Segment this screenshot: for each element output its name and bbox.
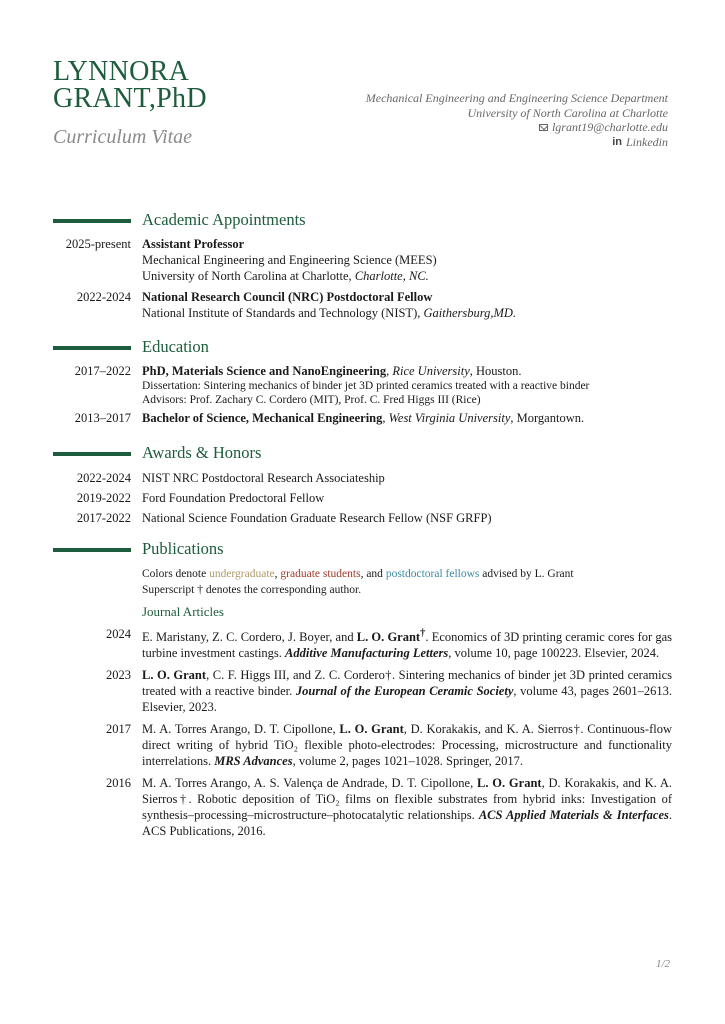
linkedin-link[interactable]: Linkedin (626, 134, 668, 149)
publication-entry (0, 721, 725, 769)
section-bar (53, 346, 131, 350)
appointment-entry (0, 236, 725, 284)
entry-place: Gaithersburg,MD. (423, 306, 517, 320)
entry-date: 2022-2024 (76, 290, 131, 304)
entry-date: 2019-2022 (76, 491, 131, 505)
legend-mid: , and (360, 568, 383, 580)
section-publications (0, 539, 725, 839)
entry-date: 2017–2022 (74, 364, 131, 378)
name-heading (53, 58, 207, 112)
pub-self-author: L. O. Grant (477, 776, 542, 791)
department: Mechanical Engineering and Engineering Science Department (365, 91, 668, 105)
award-entry (0, 490, 725, 506)
linkedin-icon: in (612, 135, 622, 148)
section-bar (53, 548, 131, 552)
award-text: National Science Foundation Graduate Research Fellow (NSF GRFP) (142, 511, 492, 525)
section-title: Awards & Honors (142, 443, 262, 462)
corresponding-note: Superscript † denotes the corresponding author. (142, 584, 362, 596)
section-title: Academic Appointments (142, 210, 306, 229)
linkedin-row[interactable] (366, 135, 668, 150)
pub-title: , D. Korakakis, and K. A. Sierros†. Robotic deposition of TiO₂ films on flexible substrates from hybrid inks: Investigation of synthesis–processing–microstructure–photocatalytic relationships. (142, 776, 672, 823)
award-entry (0, 510, 725, 526)
pub-dagger: † (420, 628, 426, 639)
pub-year: 2023 (106, 668, 131, 683)
section-awards (0, 443, 725, 526)
legend-undergraduate: undergraduate (209, 568, 275, 580)
award-entry (0, 470, 725, 486)
award-text: Ford Foundation Predoctoral Fellow (142, 491, 325, 505)
university: University of North Carolina at Charlotte (467, 105, 668, 120)
pub-details: . ACS Publications, 2016. (142, 808, 672, 839)
email-link[interactable]: lgrant19@charlotte.edu (551, 120, 668, 134)
pub-details: , volume 10, page 100223. Elsevier, 2024. (448, 646, 660, 661)
pub-details: , volume 43, pages 2601–2613. Elsevier, 2023. (142, 684, 672, 715)
publication-entry (0, 626, 725, 661)
education-entry: 2017–2022 PhD, Materials Science and NanoEngineering, Rice University, Houston. Dissertation: Sintering mechanics of binder jet 3D printed ceramics treated with a reactive binder Advisors: Prof. Zachary C. Cordero (MIT), Prof. C. Fred Higgs III (Rice) (0, 363, 725, 407)
entry-role: Assistant Professor (142, 237, 245, 251)
legend-graduate: graduate students (280, 568, 361, 580)
appointment-entry (0, 289, 725, 321)
pub-journal: Journal of the European Ceramic Society (295, 684, 514, 699)
pub-authors: M. A. Torres Arango, A. S. Valença de Andrade, D. T. Cipollone, (142, 776, 478, 791)
page-number: 1/2 (655, 958, 670, 970)
section-bar (53, 452, 131, 456)
entry-org: National Institute of Standards and Technology (NIST), (142, 306, 421, 320)
entry-school: Rice University (392, 364, 470, 378)
section-appointments (0, 210, 725, 321)
entry-dissertation: Dissertation: Sintering mechanics of binder jet 3D printed ceramics treated with a reactive binder (142, 380, 590, 392)
pub-authors: E. Maristany, Z. C. Cordero, J. Boyer, and (142, 630, 357, 645)
legend-postdoc: postdoctoral fellows (385, 568, 480, 580)
color-legend: Colors denote undergraduate, graduate students, and postdoctoral fellows advised by L. Grant (142, 568, 574, 580)
entry-org: University of North Carolina at Charlotte, (142, 269, 352, 283)
education-entry: 2013–2017 Bachelor of Science, Mechanical Engineering, West Virginia University, Morgantown. (74, 411, 585, 425)
pub-authors: M. A. Torres Arango, D. T. Cipollone, (142, 722, 340, 737)
contact-block (366, 91, 668, 149)
entry-city: Houston. (476, 364, 522, 378)
pub-details: , volume 2, pages 1021–1028. Springer, 2017. (292, 754, 523, 769)
legend-suffix: advised by L. Grant (482, 568, 574, 580)
legend-prefix: Colors denote (142, 568, 207, 580)
pub-title: , D. Korakakis, and K. A. Sierros†. Continuous-flow direct writing of hybrid TiO₂ flexible photo-electrodes: Processing, microstructure and functionality interrelations. (142, 722, 672, 769)
entry-degree: Bachelor of Science, Mechanical Engineering (142, 411, 383, 425)
pub-year: 2016 (106, 776, 131, 791)
entry-date: 2022-2024 (76, 471, 131, 485)
entry-advisors: Advisors: Prof. Zachary C. Cordero (MIT), Prof. C. Fred Higgs III (Rice) (142, 394, 481, 406)
entry-school: West Virginia University (388, 411, 511, 425)
entry-date: 2025-present (65, 237, 131, 251)
journal-articles-heading: Journal Articles (142, 604, 224, 619)
entry-place: Charlotte, NC. (354, 269, 429, 283)
section-education (0, 337, 725, 426)
entry-role: National Research Council (NRC) Postdoctoral Fellow (142, 290, 433, 304)
pub-title: , C. F. Higgs III, and Z. C. Cordero†. Sintering mechanics of binder jet 3D printed ceramics treated with a reactive binder. (142, 668, 672, 699)
cv-subtitle: Curriculum Vitae (53, 126, 193, 148)
pub-year: 2024 (106, 627, 131, 641)
email-row[interactable] (366, 120, 668, 135)
publication-entry (0, 775, 725, 839)
entry-date: 2017-2022 (76, 511, 131, 525)
pub-self-author: L. O. Grant (339, 722, 404, 737)
pub-journal: ACS Applied Materials & Interfaces (478, 808, 669, 823)
name-line-1: LYNNORA (53, 56, 190, 87)
entry-degree: PhD, Materials Science and NanoEngineering (142, 364, 387, 378)
pub-year: 2017 (106, 722, 131, 737)
entry-dept: Mechanical Engineering and Engineering Science (MEES) (142, 253, 437, 267)
section-title: Education (142, 337, 209, 356)
entry-city: Morgantown. (516, 411, 585, 425)
publication-entry (0, 667, 725, 715)
award-text: NIST NRC Postdoctoral Research Associateship (142, 471, 385, 485)
pub-title: . Economics of 3D printing ceramic cores for gas turbine investment castings. (142, 630, 673, 661)
section-bar (53, 219, 131, 223)
section-title: Publications (142, 539, 224, 558)
pub-journal: Additive Manufacturing Letters (285, 646, 449, 661)
pub-self-author: L. O. Grant (356, 630, 421, 645)
name-line-2: GRANT,PhD (53, 83, 207, 114)
entry-date: 2013–2017 (74, 411, 131, 425)
pub-journal: MRS Advances (214, 754, 293, 769)
pub-self-author: L. O. Grant (142, 668, 207, 683)
envelope-icon (539, 124, 548, 131)
